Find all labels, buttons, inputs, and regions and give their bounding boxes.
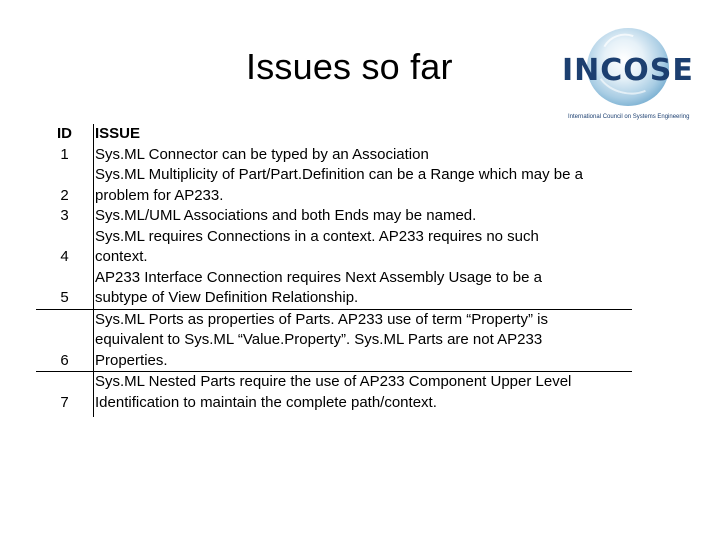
row-id: 4 [60,248,69,265]
row-id: 7 [60,393,69,411]
row-id: 1 [60,145,69,163]
table-row [36,206,632,227]
row-issue [93,268,632,309]
table-row [36,310,632,373]
table-row [36,165,632,206]
table-row [36,227,632,268]
issue-text: Sys.ML Multiplicity of Part/Part.Definition can be a Range which may be a [95,166,583,183]
logo-wordmark: INCOSE [562,53,694,88]
slide-title: Issues so far [246,46,453,87]
issue-text: Sys.ML requires Connections in a context. AP233 requires no such [95,227,539,245]
header-issue: ISSUE [95,125,141,142]
issue-text: problem for AP233. [95,186,224,204]
issue-text: AP233 Interface Connection requires Next Assembly Usage to be a [95,268,542,286]
issue-text: Sys.ML Connector can be typed by an Association [95,145,429,163]
issue-text: Identification to maintain the complete path/context. [95,393,437,411]
issue-text: context. [95,248,148,265]
row-id: 5 [60,289,69,306]
table-row [36,372,632,413]
incose-logo [556,28,696,120]
table-row [36,268,632,310]
row-id: 6 [60,351,69,369]
logo-tagline: International Council on Systems Engineering [568,114,690,120]
issue-text: subtype of View Definition Relationship. [95,289,359,306]
row-issue [93,145,632,166]
row-issue [93,165,632,206]
row-issue [93,206,632,227]
header-id: ID [57,125,72,142]
issue-text: Properties. [95,351,168,369]
issues-table [36,124,632,413]
row-issue [93,372,632,413]
issue-text: equivalent to Sys.ML “Value.Property”. Sys.ML Parts are not AP233 [95,331,543,348]
issue-text: Sys.ML Nested Parts require the use of AP233 Component Upper Level [95,373,572,390]
row-id: 2 [60,186,69,204]
table-row [36,145,632,166]
issue-text: Sys.ML Ports as properties of Parts. AP233 use of term “Property” is [95,310,548,328]
table-header-row [36,124,632,145]
row-issue [93,310,632,372]
issue-text: Sys.ML/UML Associations and both Ends may be named. [95,207,477,224]
row-issue [93,227,632,268]
row-id: 3 [60,207,69,224]
